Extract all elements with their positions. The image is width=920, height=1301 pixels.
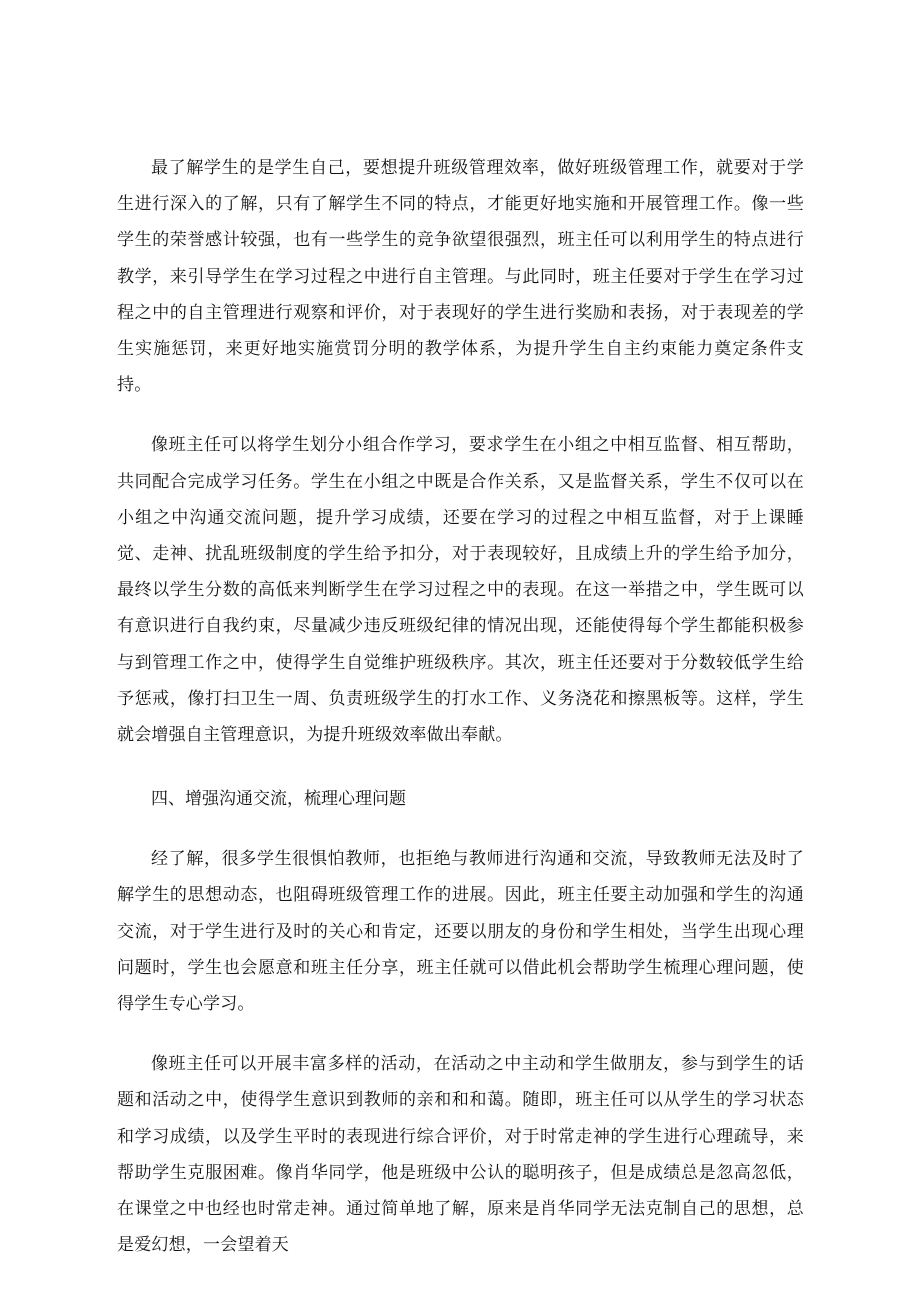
- paragraph-student-self-knowledge: 最了解学生的是学生自己，要想提升班级管理效率，做好班级管理工作，就要对于学生进行深入的了解，只有了解学生不同的特点，才能更好地实施和开展管理工作。像一些学生的荣誉感计较强，也有一些学生的竞争欲望很强烈，班主任可以利用学生的特点进行教学，来引导学生在学习过程之中进行自主管理。与此同时，班主任要对于学生在学习过程之中的自主管理进行观察和评价，对于表现好的学生进行奖励和表扬，对于表现差的学生实施惩罚，来更好地实施赏罚分明的教学体系，为提升学生自主约束能力奠定条件支持。: [117, 158, 804, 396]
- paragraph-group-cooperation: 像班主任可以将学生划分小组合作学习，要求学生在小组之中相互监督、相互帮助，共同配合完成学习任务。学生在小组之中既是合作关系，又是监督关系，学生不仅可以在小组之中沟通交流问题，提升学习成绩，还要在学习的过程之中相互监督，对于上课睡觉、走神、扰乱班级制度的学生给予扣分，对于表现较好，且成绩上升的学生给予加分，最终以学生分数的高低来判断学生在学习过程之中的表现。在这一举措之中，学生既可以有意识进行自我约束，尽量减少违反班级纪律的情况出现，还能使得每个学生都能积极参与到管理工作之中，使得学生自觉维护班级秩序。其次，班主任还要对于分数较低学生给予惩戒，像打扫卫生一周、负责班级学生的打水工作、义务浇花和擦黑板等。这样，学生就会增强自主管理意识，为提升班级效率做出奉献。: [117, 435, 804, 746]
- section-heading: 四、增强沟通交流，梳理心理问题: [151, 789, 406, 810]
- paragraph-activities: 像班主任可以开展丰富多样的活动，在活动之中主动和学生做朋友，参与到学生的话题和活动之中，使得学生意识到教师的亲和和和蔼。随即，班主任可以从学生的学习状态和学习成绩，以及学生平时的表现进行综合评价，对于时常走神的学生进行心理疏导，来帮助学生克服困难。像肖华同学，他是班级中公认的聪明孩子，但是成绩总是忽高忽低，在课堂之中也经也时常走神。通过简单地了解，原来是肖华同学无法克制自己的思想，总是爱幻想，一会望着天: [117, 1054, 804, 1256]
- document-body: [117, 150, 804, 1263]
- paragraph-communication: 经了解，很多学生很惧怕教师，也拒绝与教师进行沟通和交流，导致教师无法及时了解学生的思想动态，也阻碍班级管理工作的进展。因此，班主任要主动加强和学生的沟通交流，对于学生进行及时的关心和肯定，还要以朋友的身份和学生相处，当学生出现心理问题时，学生也会愿意和班主任分享，班主任就可以借此机会帮助学生梳理心理问题，使得学生专心学习。: [117, 849, 804, 1015]
